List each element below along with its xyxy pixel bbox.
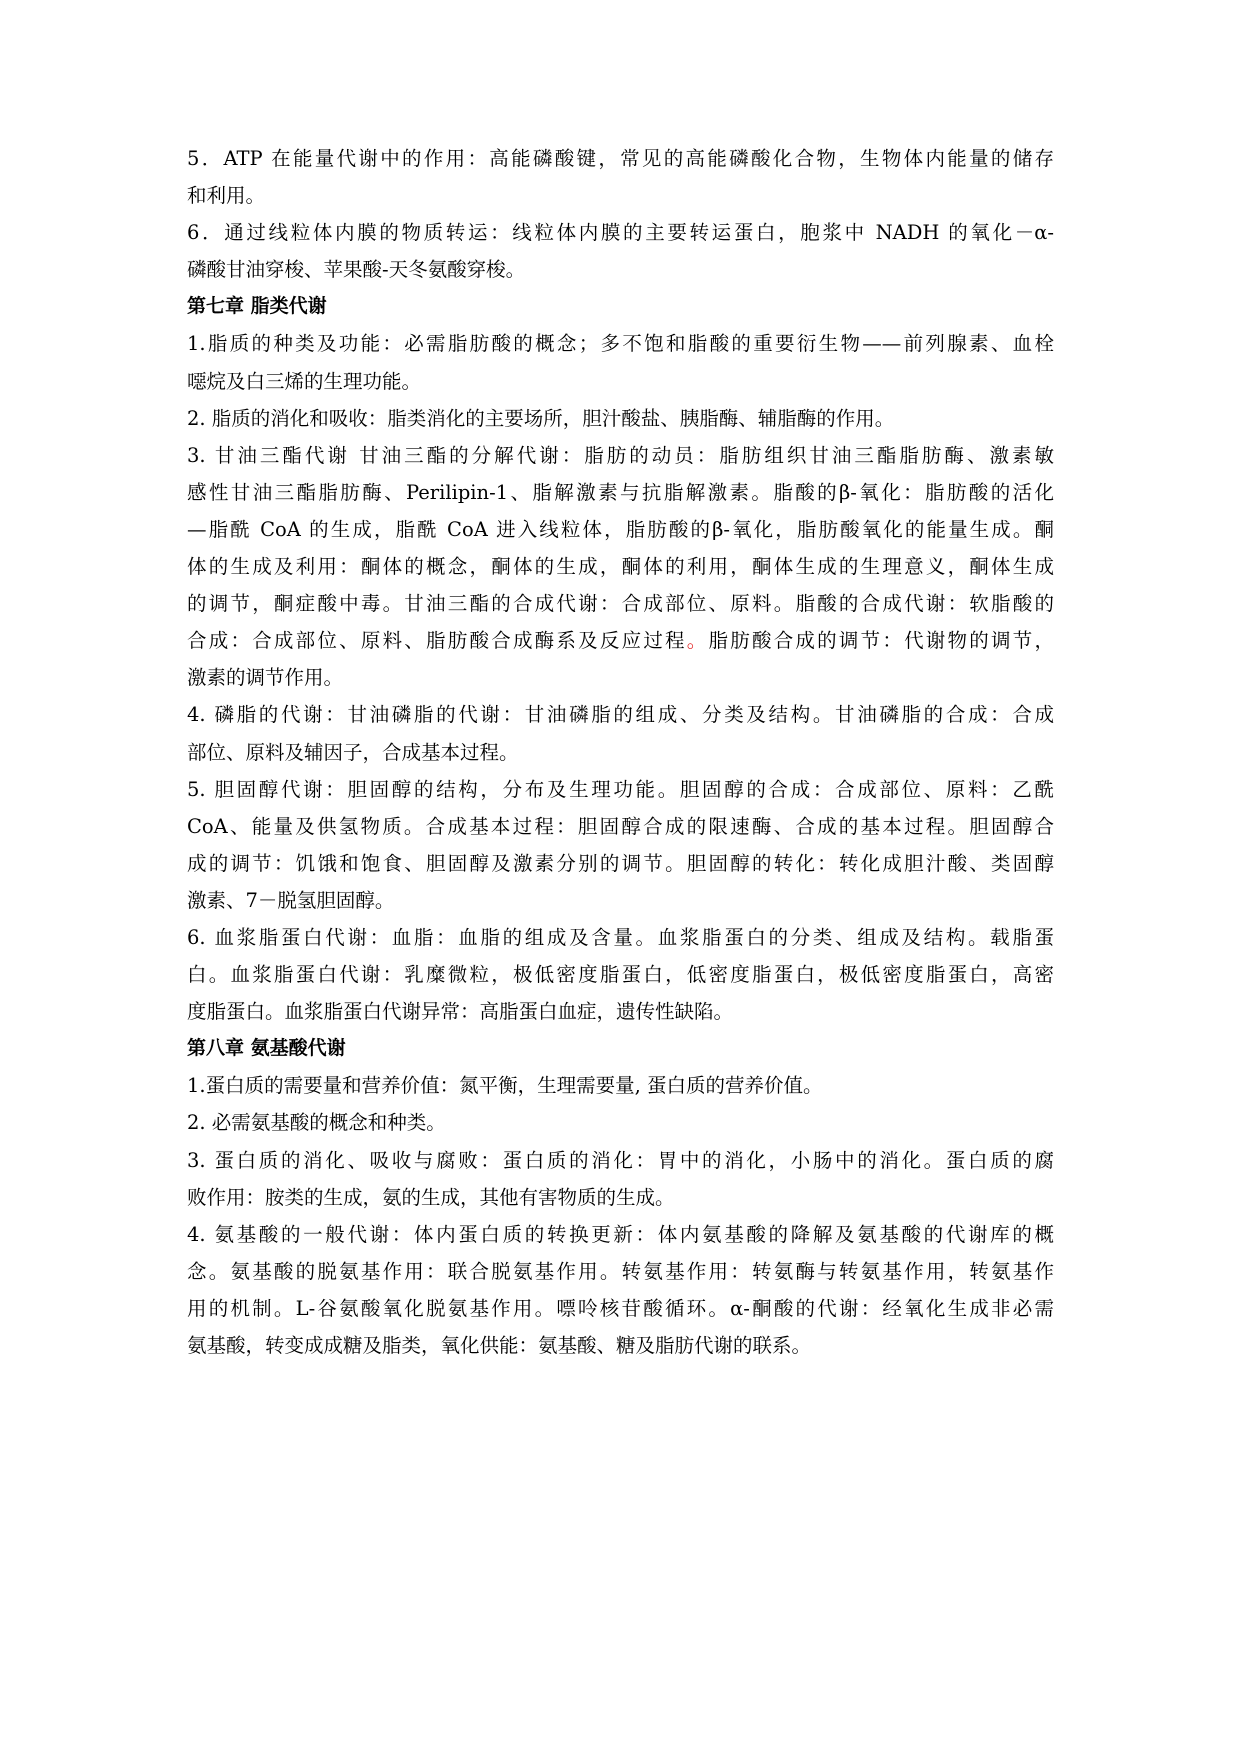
text-line: 的调节，酮症酸中毒。甘油三酯的合成代谢：合成部位、原料。脂酸的合成代谢：软脂酸的 xyxy=(187,592,1054,616)
text-segment: 脂肪酸合成的调节：代谢物的调节， xyxy=(708,629,1054,653)
text-line: 念。氨基酸的脱氨基作用：联合脱氨基作用。转氨基作用：转氨酶与转氨基作用，转氨基作 xyxy=(187,1259,1054,1283)
text-line: 成的调节：饥饿和饱食、胆固醇及激素分别的调节。胆固醇的转化：转化成胆汁酸、类固醇 xyxy=(187,851,1054,875)
paragraph xyxy=(187,1216,1054,1364)
text-line: 白。血浆脂蛋白代谢：乳糜微粒，极低密度脂蛋白，低密度脂蛋白，极低密度脂蛋白，高密 xyxy=(187,963,1054,987)
text-line: 6. 血浆脂蛋白代谢：血脂：血脂的组成及含量。血浆脂蛋白的分类、组成及结构。载脂蛋 xyxy=(187,925,1054,949)
document-body xyxy=(187,140,1054,1364)
text-line: 1.蛋白质的需要量和营养价值：氮平衡，生理需要量, 蛋白质的营养价值。 xyxy=(187,1074,823,1098)
paragraph xyxy=(187,1104,1054,1141)
text-line: CoA、能量及供氢物质。合成基本过程：胆固醇合成的限速酶、合成的基本过程。胆固醇合 xyxy=(187,814,1054,838)
text-line: 和利用。 xyxy=(187,184,266,208)
paragraph xyxy=(187,1067,1054,1104)
text-line: 2. 脂质的消化和吸收：脂类消化的主要场所，胆汁酸盐、胰脂酶、辅脂酶的作用。 xyxy=(187,406,895,430)
text-line: 氨基酸，转变成成糖及脂类，氧化供能：氨基酸、糖及脂肪代谢的联系。 xyxy=(187,1334,812,1357)
text-line: 6．通过线粒体内膜的物质转运：线粒体内膜的主要转运蛋白，胞浆中 NADH 的氧化－α- xyxy=(187,221,1054,245)
paragraph xyxy=(187,919,1054,1030)
text-line: 4. 磷脂的代谢：甘油磷脂的代谢：甘油磷脂的组成、分类及结构。甘油磷脂的合成：合成 xyxy=(187,703,1054,727)
chapter-heading xyxy=(187,1030,1054,1067)
text-line: 5. 胆固醇代谢：胆固醇的结构，分布及生理功能。胆固醇的合成：合成部位、原料：乙酰 xyxy=(187,777,1054,801)
text-line: 噁烷及白三烯的生理功能。 xyxy=(187,369,422,393)
text-line: 度脂蛋白。血浆脂蛋白代谢异常：高脂蛋白血症，遗传性缺陷。 xyxy=(187,1000,734,1024)
text-line: 5．ATP 在能量代谢中的作用：高能磷酸键，常见的高能磷酸化合物，生物体内能量的储存 xyxy=(187,147,1054,170)
text-line: —脂酰 CoA 的生成，脂酰 CoA 进入线粒体，脂肪酸的β-氧化，脂肪酸氧化的能量生成。酮 xyxy=(187,517,1054,541)
text-line: 感性甘油三酯脂肪酶、Perilipin-1、脂解激素与抗脂解激素。脂酸的β-氧化：脂肪酸的活化 xyxy=(187,480,1054,504)
paragraph xyxy=(187,214,1054,288)
paragraph xyxy=(187,140,1054,214)
text-line: 1.脂质的种类及功能：必需脂肪酸的概念；多不饱和脂酸的重要衍生物——前列腺素、血栓 xyxy=(187,332,1054,356)
text-line: 3. 甘油三酯代谢 甘油三酯的分解代谢：脂肪的动员：脂肪组织甘油三酯脂肪酶、激素敏 xyxy=(187,443,1054,467)
text-line: 败作用：胺类的生成，氨的生成，其他有害物质的生成。 xyxy=(187,1185,675,1209)
text-line: 体的生成及利用：酮体的概念，酮体的生成，酮体的利用，酮体生成的生理意义，酮体生成 xyxy=(187,555,1054,579)
text-segment: 合成：合成部位、原料、脂肪酸合成酶系及反应过程 xyxy=(187,629,687,653)
text-line: 4. 氨基酸的一般代谢：体内蛋白质的转换更新：体内氨基酸的降解及氨基酸的代谢库的概 xyxy=(187,1222,1054,1246)
text-line: 第七章 脂类代谢 xyxy=(187,295,327,318)
paragraph xyxy=(187,325,1054,399)
text-line: 第八章 氨基酸代谢 xyxy=(187,1037,346,1060)
text-line: 部位、原料及辅因子，合成基本过程。 xyxy=(187,740,519,764)
chapter-heading xyxy=(187,288,1054,325)
text-line: 激素的调节作用。 xyxy=(187,666,344,690)
text-line xyxy=(187,622,1054,659)
text-line: 3. 蛋白质的消化、吸收与腐败：蛋白质的消化：胃中的消化，小肠中的消化。蛋白质的腐 xyxy=(187,1148,1054,1172)
paragraph xyxy=(187,437,1054,697)
paragraph xyxy=(187,1142,1054,1216)
paragraph xyxy=(187,771,1054,919)
text-line: 用的机制。L-谷氨酸氧化脱氨基作用。嘌呤核苷酸循环。α-酮酸的代谢：经氧化生成非必需 xyxy=(187,1296,1054,1320)
text-line: 磷酸甘油穿梭、苹果酸-天冬氨酸穿梭。 xyxy=(187,258,526,282)
paragraph xyxy=(187,696,1054,770)
text-line: 2. 必需氨基酸的概念和种类。 xyxy=(187,1111,446,1135)
paragraph xyxy=(187,400,1054,437)
red-mark: 。 xyxy=(686,629,709,653)
text-line: 激素、7－脱氢胆固醇。 xyxy=(187,888,395,912)
